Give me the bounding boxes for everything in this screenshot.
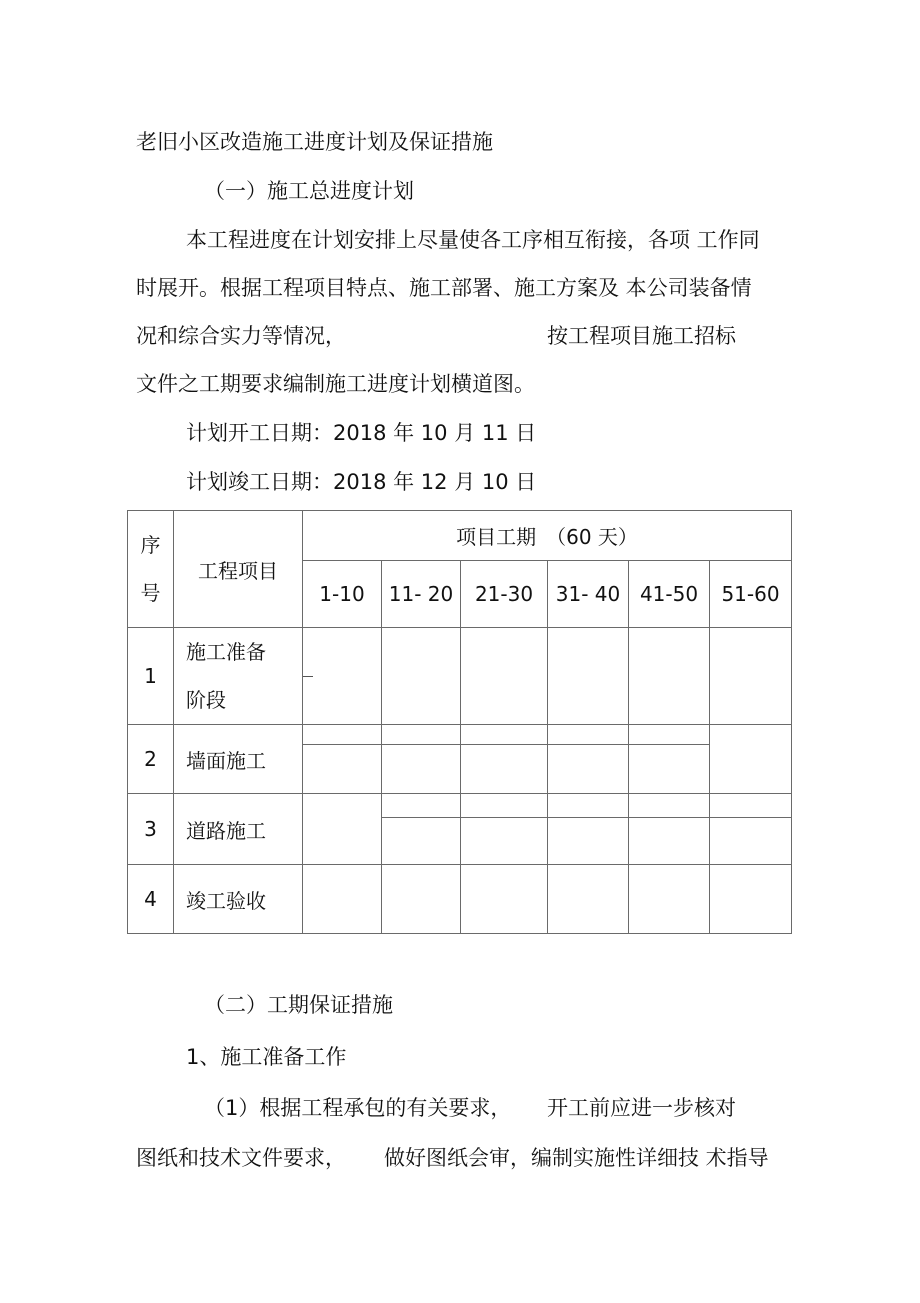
gantt-bar (382, 744, 460, 745)
gantt-cell (629, 865, 710, 934)
gantt-bar-mark (303, 676, 313, 677)
paragraph-line: 文件之工期要求编制施工进度计划横道图。 (136, 372, 535, 396)
paragraph-line: 按工程项目施工招标 (547, 324, 736, 348)
gantt-cell (548, 628, 629, 725)
gantt-cell (548, 725, 629, 794)
gantt-cell (629, 628, 710, 725)
gantt-cell (710, 725, 792, 794)
row-item: 道路施工 (174, 794, 303, 865)
row-number: 2 (128, 725, 174, 794)
gantt-cell (629, 794, 710, 865)
row-number: 1 (128, 628, 174, 725)
gantt-bar (461, 817, 547, 818)
table-row (128, 865, 792, 934)
gantt-cell (303, 865, 382, 934)
gantt-cell (461, 865, 548, 934)
gantt-cell (382, 865, 461, 934)
document-title: 老旧小区改造施工进度计划及保证措施 (136, 130, 493, 154)
gantt-cell (629, 725, 710, 794)
paragraph-line: 做好图纸会审，编制实施性详细技 术指导 (384, 1146, 769, 1170)
paragraph-line: （1）根据工程承包的有关要求， (204, 1096, 512, 1120)
paragraph-line: 开工前应进一步核对 (547, 1096, 736, 1120)
schedule-table (127, 510, 792, 934)
section-heading-1: （一）施工总进度计划 (204, 179, 414, 203)
gantt-cell (303, 794, 382, 865)
row-item: 竣工验收 (174, 865, 303, 934)
gantt-bar (461, 744, 547, 745)
gantt-bar (382, 817, 460, 818)
gantt-cell (548, 865, 629, 934)
header-item: 工程项目 (174, 511, 303, 628)
gantt-cell (382, 725, 461, 794)
period-header: 21-30 (461, 561, 548, 628)
period-header: 51-60 (710, 561, 792, 628)
gantt-cell (303, 628, 382, 725)
table-row (128, 628, 792, 725)
period-header: 41-50 (629, 561, 710, 628)
gantt-bar (629, 817, 709, 818)
period-header: 31- 40 (548, 561, 629, 628)
gantt-bar (303, 744, 381, 745)
paragraph-line: 本工程进度在计划安排上尽量使各工序相互衔接，各项 工作同 (186, 228, 760, 252)
header-period: 项目工期 （60 天） (303, 511, 792, 561)
gantt-cell (461, 725, 548, 794)
end-date: 计划竣工日期：2018 年 12 月 10 日 (186, 470, 537, 494)
row-item: 墙面施工 (174, 725, 303, 794)
table-row (128, 794, 792, 865)
start-date: 计划开工日期：2018 年 10 月 11 日 (186, 421, 537, 445)
header-seq: 序 号 (128, 511, 174, 628)
period-header: 1-10 (303, 561, 382, 628)
gantt-bar (710, 817, 791, 818)
gantt-cell (303, 725, 382, 794)
gantt-cell (548, 794, 629, 865)
section-heading-2: （二）工期保证措施 (204, 993, 393, 1017)
gantt-bar (629, 744, 709, 745)
gantt-cell (461, 628, 548, 725)
gantt-cell (710, 628, 792, 725)
gantt-cell (382, 628, 461, 725)
gantt-cell (710, 865, 792, 934)
paragraph-line: 图纸和技术文件要求， (136, 1146, 346, 1170)
paragraph-line: 时展开。根据工程项目特点、施工部署、施工方案及 本公司装备情 (136, 276, 752, 300)
row-number: 4 (128, 865, 174, 934)
gantt-cell (461, 794, 548, 865)
row-number: 3 (128, 794, 174, 865)
gantt-bar (548, 744, 628, 745)
gantt-cell (382, 794, 461, 865)
period-header: 11- 20 (382, 561, 461, 628)
paragraph-line: 况和综合实力等情况， (136, 324, 346, 348)
row-item: 施工准备 阶段 (174, 628, 303, 725)
subsection-heading: 1、施工准备工作 (186, 1045, 347, 1069)
table-row (128, 725, 792, 794)
gantt-bar (548, 817, 628, 818)
gantt-cell (710, 794, 792, 865)
